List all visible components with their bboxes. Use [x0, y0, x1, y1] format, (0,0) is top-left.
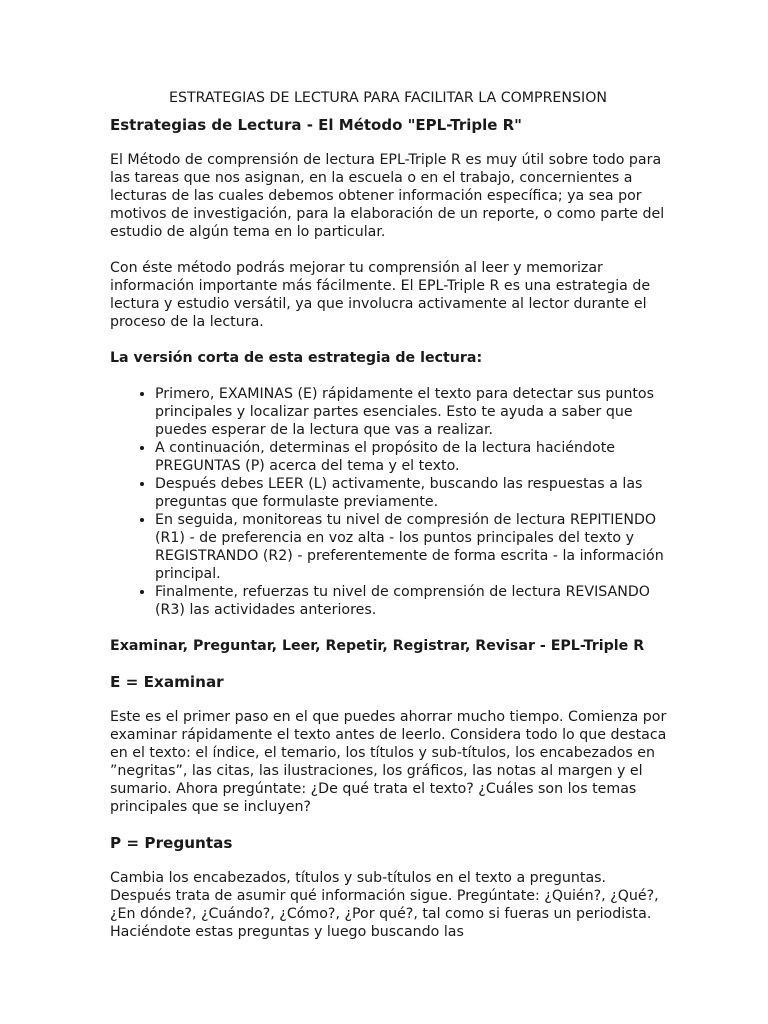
list-item: • En seguida, monitoreas tu nivel de compresión de lectura REPITIENDO (R1) - de preferencia en voz alta - los puntos principales del texto y REGISTRANDO (R2) - preferentemente de forma escrita - la información principal. [155, 511, 670, 583]
section-heading-method: Estrategias de Lectura - El Método "EPL-Triple R" [110, 116, 523, 134]
section-heading-short-version: La versión corta de esta estrategia de lectura: [110, 350, 483, 366]
short-version-list [110, 385, 670, 619]
list-item: • Primero, EXAMINAS (E) rápidamente el texto para detectar sus puntos principales y localizar partes esenciales. Esto te ayuda a saber que puedes esperar de la lectura que vas a realizar. [155, 385, 670, 439]
preguntas-paragraph: Cambia los encabezados, títulos y sub-títulos en el texto a preguntas. Después trata de asumir qué información sigue. Pregúntate: ¿Quién?, ¿Qué?, ¿En dónde?, ¿Cuándo?, ¿Cómo?, ¿Por qué?, tal como si fueras un periodista. Haciéndote estas preguntas y luego buscando las [110, 870, 659, 940]
intro-paragraph-2: Con éste método podrás mejorar tu comprensión al leer y memorizar información importante más fácilmente. El EPL-Triple R es una estrategia de lectura y estudio versátil, ya que involucra activamente al lector durante el proceso de la lectura. [110, 260, 651, 330]
section-heading-steps: Examinar, Preguntar, Leer, Repetir, Registrar, Revisar - EPL-Triple R [110, 638, 645, 654]
intro-paragraph-1: El Método de comprensión de lectura EPL-Triple R es muy útil sobre todo para las tareas que nos asignan, en la escuela o en el trabajo, concernientes a lecturas de las cuales debemos obtener información específica; ya sea por motivos de investigación, para la elaboración de un reporte, o como parte del estudio de algún tema en lo particular. [110, 152, 665, 240]
section-heading-examinar: E = Examinar [110, 673, 224, 691]
document-page [110, 89, 670, 959]
examinar-paragraph: Este es el primer paso en el que puedes ahorrar mucho tiempo. Comienza por examinar rápidamente el texto antes de leerlo. Considera todo lo que destaca en el texto: el índice, el temario, los títulos y sub-títulos, los encabezados en ”negritas”, las citas, las ilustraciones, los gráficos, las notas al margen y el sumario. Ahora pregúntate: ¿De qué trata el texto? ¿Cuáles son los temas principales que se incluyen? [110, 709, 667, 815]
section-heading-preguntas: P = Preguntas [110, 834, 233, 852]
list-item: • A continuación, determinas el propósito de la lectura haciéndote PREGUNTAS (P) acerca del tema y el texto. [155, 439, 670, 475]
list-item: • Finalmente, refuerzas tu nivel de comprensión de lectura REVISANDO (R3) las actividades anteriores. [155, 583, 670, 619]
list-item: • Después debes LEER (L) activamente, buscando las respuestas a las preguntas que formulaste previamente. [155, 475, 670, 511]
document-title: ESTRATEGIAS DE LECTURA PARA FACILITAR LA COMPRENSION [169, 90, 607, 106]
